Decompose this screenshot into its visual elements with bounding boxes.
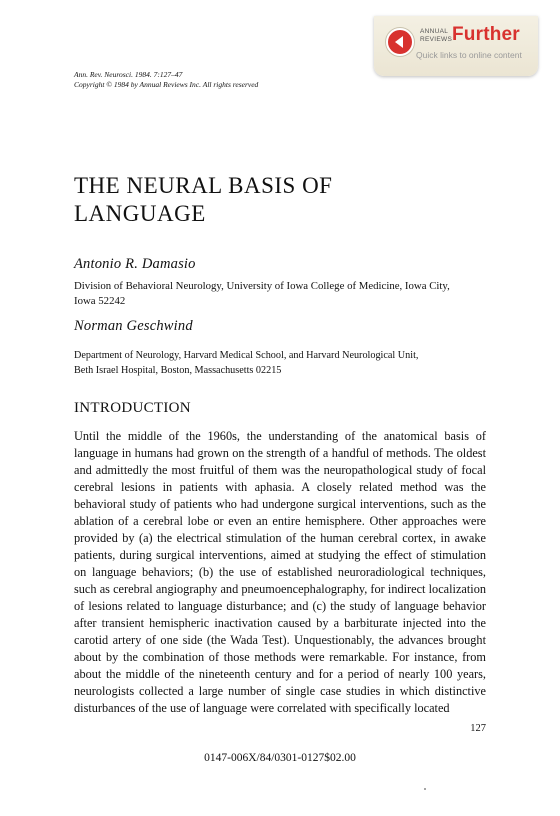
author-name: Norman Geschwind [74,318,193,334]
page-number: 127 [470,723,486,734]
annual-reviews-further-badge[interactable] [374,16,538,76]
journal-copyright: Copyright © 1984 by Annual Reviews Inc. All rights reserved [74,80,259,89]
play-arrow-icon[interactable] [386,28,414,56]
author-affiliation: Division of Behavioral Neurology, University of Iowa College of Medicine, Iowa City, Iowa 52242 [74,280,450,307]
further-brand: Further [452,24,520,45]
section-heading: INTRODUCTION [74,400,191,416]
journal-citation: Ann. Rev. Neurosci. 1984. 7:127–47 [74,70,183,79]
article-title: THE NEURAL BASIS OF LANGUAGE [74,173,333,226]
author-affiliation: Department of Neurology, Harvard Medical School, and Harvard Neurological Unit, Beth Israel Hospital, Boston, Massachusetts 02215 [74,350,419,376]
body-paragraph: Until the middle of the 1960s, the understanding of the anatomical basis of language in humans had grown on the strength of a handful of methods. The oldest and admittedly the most fruitful of them was the neuropathological study of focal cerebral lesions in patients with aphasia. A closely related method was the behavioral study of patients who had undergone surgical interventions, such as the ablation of a cerebral lobe or even an entire hemisphere. Other approaches were provided by (a) the electrical stimulation of the human cerebral cortex, in awake patients, during surgical interventions, aimed at studying the effect of stimulation on language behaviors; (b) the use of established neuroradiological techniques, such as cerebral angiography and pneumoencephalography, for indirect localization of lesions related to language disturbance; and (c) the study of language behavior after transient hemispheric inactivation caused by a barbiturate injected into the carotid artery of one side (the Wada Test). Unquestionably, the advances brought about by the combination of those methods were remarkable. For instance, from about the middle of the nineteenth century and for a period of nearly 100 years, neurologists collected a large number of single case studies in which distinctive disturbances of the use of language were correlated with specifically located [74,429,486,715]
author-name: Antonio R. Damasio [74,256,196,272]
annual-reviews-logo-text: ANNUAL REVIEWS [420,28,453,43]
footer-code: 0147-006X/84/0301-0127$02.00 [204,752,356,764]
journal-header [74,70,258,90]
speck [424,788,426,790]
badge-subtitle: Quick links to online content [416,50,522,60]
